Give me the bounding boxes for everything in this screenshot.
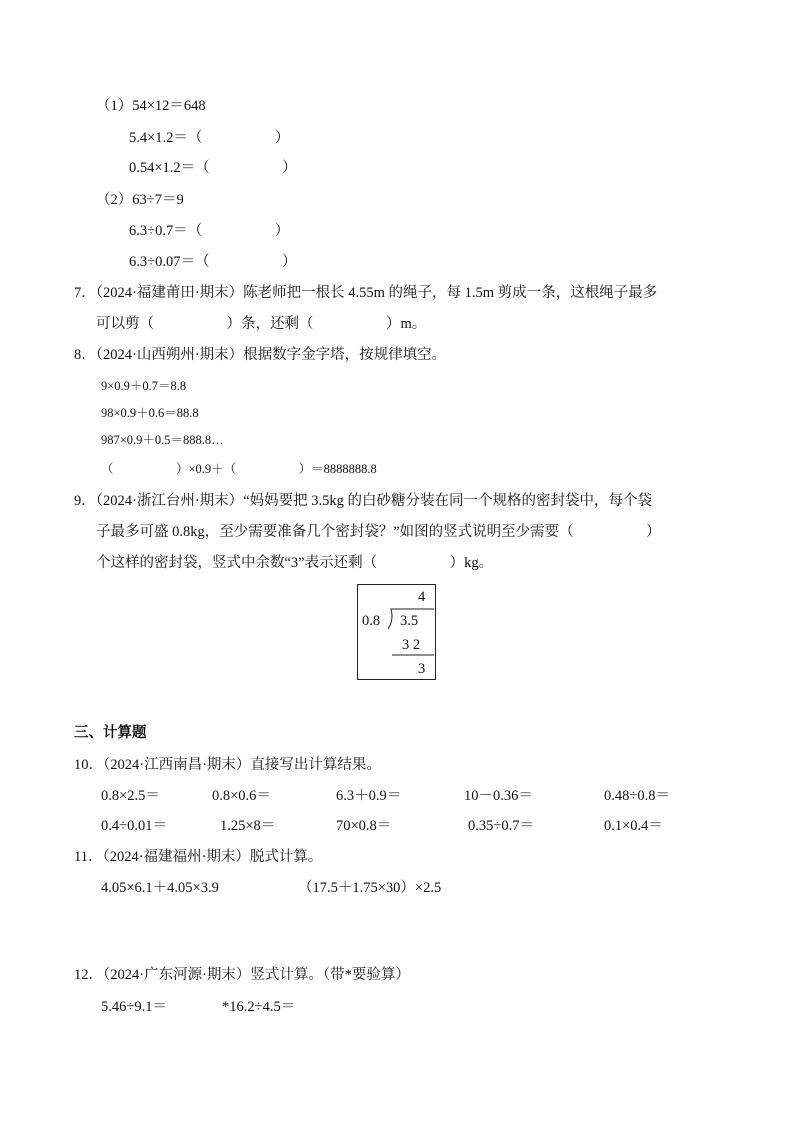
- q-prev-part1-a: 5.4×1.2＝（ ）: [129, 130, 290, 146]
- q10-r1-c2: 0.8×0.6＝: [212, 788, 271, 804]
- q-prev-part1-label: （1）54×12＝648: [96, 98, 206, 114]
- q7-line2: 可以剪（ ）条，还剩（ ）m。: [96, 316, 427, 332]
- division-quotient: 4: [418, 589, 426, 605]
- q8-title: 8．（2024·山西朔州·期末）根据数字金字塔，按规律填空。: [74, 347, 447, 363]
- q8-eq3: 987×0.9＋0.5＝888.8…: [101, 433, 224, 447]
- q10-title: 10．（2024·江西南昌·期末）直接写出计算结果。: [74, 757, 381, 773]
- q-prev-part2-a: 6.3÷0.7＝（ ）: [129, 223, 290, 239]
- q-prev-part2-label: （2）63÷7＝9: [96, 192, 184, 208]
- q10-r2-c5: 0.1×0.4＝: [604, 818, 663, 834]
- q8-eq4: （ ）×0.9＋（ ）＝8888888.8: [101, 462, 377, 476]
- q10-r1-c1: 0.8×2.5＝: [101, 788, 160, 804]
- q10-r1-c5: 0.48÷0.8＝: [604, 788, 670, 804]
- q9-line1: 9．（2024·浙江台州·期末）“妈妈要把 3.5kg 的白砂糖分装在同一个规格的密封袋中，每个袋: [74, 493, 652, 509]
- q10-r2-c3: 70×0.8＝: [336, 818, 392, 834]
- q8-eq2: 98×0.9＋0.6＝88.8: [101, 406, 199, 420]
- section-heading: 三、计算题: [74, 725, 147, 741]
- division-dividend: 3.5: [400, 613, 419, 629]
- q10-r2-c2: 1.25×8＝: [220, 818, 276, 834]
- q11-expr1: 4.05×6.1＋4.05×3.9: [101, 880, 219, 896]
- q10-r1-c3: 6.3＋0.9＝: [336, 788, 402, 804]
- q10-r2-c4: 0.35÷0.7＝: [468, 818, 534, 834]
- q12-expr2: *16.2÷4.5＝: [222, 999, 296, 1015]
- q-prev-part2-b: 6.3÷0.07＝（ ）: [129, 254, 297, 270]
- q11-expr2: （17.5＋1.75×30）×2.5: [298, 880, 442, 896]
- division-product: 3 2: [402, 637, 421, 653]
- division-remainder: 3: [418, 661, 426, 677]
- q10-r2-c1: 0.4÷0.01＝: [101, 818, 167, 834]
- q12-title: 12．（2024·广东河源·期末）竖式计算。（带*要验算）: [74, 967, 410, 983]
- q10-r1-c4: 10－0.36＝: [464, 788, 533, 804]
- q9-line2: 子最多可盛 0.8kg，至少需要准备几个密封袋？”如图的竖式说明至少需要（ ）: [96, 524, 661, 540]
- q8-eq1: 9×0.9＋0.7＝8.8: [101, 379, 187, 393]
- long-division-figure: [357, 584, 436, 680]
- q11-title: 11．（2024·福建福州·期末）脱式计算。: [74, 849, 323, 865]
- q9-line3: 个这样的密封袋，竖式中余数“3”表示还剩（ ）kg。: [96, 555, 494, 571]
- q12-expr1: 5.46÷9.1＝: [101, 999, 167, 1015]
- q7-line1: 7．（2024·福建莆田·期末）陈老师把一根长 4.55m 的绳子，每 1.5m 剪成一条，这根绳子最多: [74, 285, 658, 301]
- division-divisor: 0.8: [362, 613, 381, 629]
- q-prev-part1-b: 0.54×1.2＝（ ）: [129, 160, 297, 176]
